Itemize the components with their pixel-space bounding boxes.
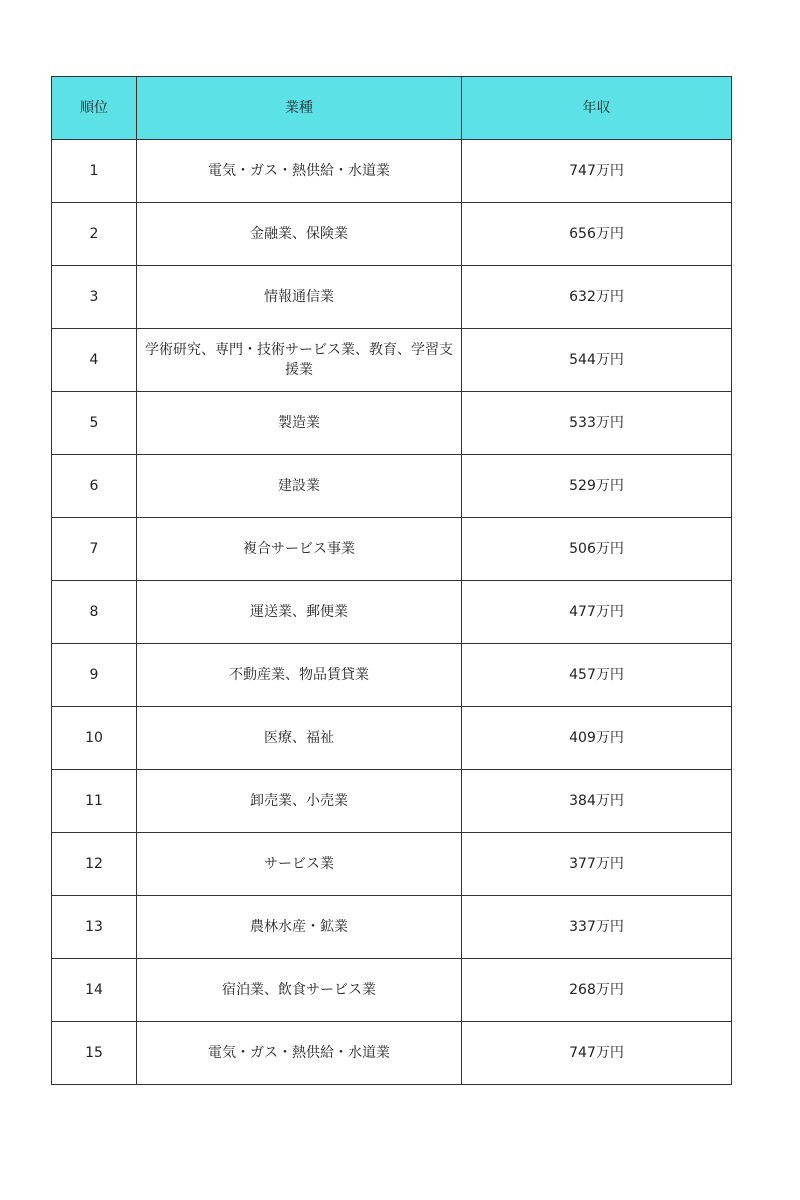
industry-cell: 金融業、保険業	[137, 203, 462, 266]
table-row	[52, 581, 732, 644]
rank-cell: 1	[52, 140, 137, 203]
income-cell: 477万円	[462, 581, 732, 644]
industry-cell: 医療、福祉	[137, 707, 462, 770]
industry-cell: 情報通信業	[137, 266, 462, 329]
industry-cell: サービス業	[137, 833, 462, 896]
income-cell: 384万円	[462, 770, 732, 833]
rank-cell: 13	[52, 896, 137, 959]
industry-cell: 複合サービス事業	[137, 518, 462, 581]
table-body	[52, 140, 732, 1085]
rank-cell: 6	[52, 455, 137, 518]
income-cell: 656万円	[462, 203, 732, 266]
industry-cell: 電気・ガス・熱供給・水道業	[137, 1022, 462, 1085]
rank-cell: 5	[52, 392, 137, 455]
income-cell: 506万円	[462, 518, 732, 581]
industry-cell: 宿泊業、飲食サービス業	[137, 959, 462, 1022]
rank-cell: 3	[52, 266, 137, 329]
industry-cell: 建設業	[137, 455, 462, 518]
table-row	[52, 203, 732, 266]
table-header	[52, 77, 732, 140]
industry-cell: 運送業、郵便業	[137, 581, 462, 644]
income-cell: 747万円	[462, 140, 732, 203]
rank-cell: 8	[52, 581, 137, 644]
table-row	[52, 518, 732, 581]
rank-cell: 15	[52, 1022, 137, 1085]
income-cell: 632万円	[462, 266, 732, 329]
income-cell: 529万円	[462, 455, 732, 518]
table-row	[52, 707, 732, 770]
income-cell: 268万円	[462, 959, 732, 1022]
income-cell: 544万円	[462, 329, 732, 392]
table-row	[52, 833, 732, 896]
income-cell: 409万円	[462, 707, 732, 770]
income-cell: 457万円	[462, 644, 732, 707]
table-row	[52, 455, 732, 518]
table-row	[52, 266, 732, 329]
rank-cell: 2	[52, 203, 137, 266]
income-cell: 533万円	[462, 392, 732, 455]
table-row	[52, 770, 732, 833]
rank-cell: 10	[52, 707, 137, 770]
table-row	[52, 1022, 732, 1085]
table-row	[52, 896, 732, 959]
table-row	[52, 644, 732, 707]
industry-cell: 学術研究、専門・技術サービス業、教育、学習支援業	[137, 329, 462, 392]
income-ranking-table	[51, 76, 732, 1085]
rank-cell: 9	[52, 644, 137, 707]
income-cell: 747万円	[462, 1022, 732, 1085]
industry-cell: 電気・ガス・熱供給・水道業	[137, 140, 462, 203]
header-industry: 業種	[137, 77, 462, 140]
industry-cell: 卸売業、小売業	[137, 770, 462, 833]
header-rank: 順位	[52, 77, 137, 140]
table-row	[52, 329, 732, 392]
income-cell: 377万円	[462, 833, 732, 896]
rank-cell: 14	[52, 959, 137, 1022]
rank-cell: 4	[52, 329, 137, 392]
table-row	[52, 959, 732, 1022]
table-row	[52, 140, 732, 203]
rank-cell: 7	[52, 518, 137, 581]
table-row	[52, 392, 732, 455]
rank-cell: 12	[52, 833, 137, 896]
header-row	[52, 77, 732, 140]
industry-cell: 不動産業、物品賃貸業	[137, 644, 462, 707]
industry-cell: 農林水産・鉱業	[137, 896, 462, 959]
income-cell: 337万円	[462, 896, 732, 959]
header-income: 年収	[462, 77, 732, 140]
rank-cell: 11	[52, 770, 137, 833]
income-ranking-table-container	[51, 76, 731, 1085]
industry-cell: 製造業	[137, 392, 462, 455]
